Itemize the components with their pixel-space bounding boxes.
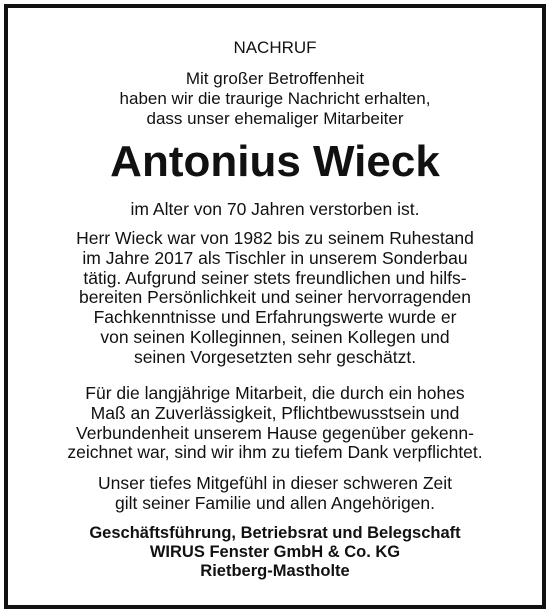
signature-line: Rietberg-Mastholte — [200, 562, 350, 580]
paragraph-line: Fachkenntnisse und Erfahrungswerte wurde er — [93, 307, 457, 328]
paragraph-line: Für die langjährige Mitarbeit, die durch ein hohes — [85, 383, 465, 403]
signature-line: Geschäftsführung, Betriebsrat und Belegschaft — [89, 524, 461, 542]
condolence-paragraph — [8, 474, 542, 514]
gratitude-paragraph — [8, 384, 542, 463]
intro-line: Mit großer Betroffenheit — [185, 69, 365, 88]
signature-block — [8, 524, 542, 581]
age-line: im Alter von 70 Jahren verstorben ist. — [130, 199, 420, 219]
paragraph-line: von seinen Kolleginnen, seinen Kollegen und — [100, 326, 450, 347]
paragraph-line: Maß an Zuverlässigkeit, Pflichtbewusstsein und — [90, 402, 460, 423]
intro-line: haben wir die traurige Nachricht erhalten, — [119, 89, 431, 108]
intro-line: dass unser ehemaliger Mitarbeiter — [146, 109, 404, 128]
paragraph-line: Verbundenheit unserem Hause gegenüber gekenn- — [76, 422, 474, 443]
paragraph-line: gilt seiner Familie und allen Angehörigen. — [114, 492, 436, 513]
notice-border — [4, 4, 546, 609]
obituary-notice — [8, 8, 542, 605]
deceased-name: Antonius Wieck — [110, 137, 440, 186]
career-paragraph — [8, 229, 542, 368]
paragraph-line: zeichnet war, sind wir ihm zu tiefem Dank verpflichtet. — [67, 442, 483, 463]
paragraph-line: Herr Wieck war von 1982 bis zu seinem Ruhestand — [76, 228, 474, 248]
intro-text — [8, 69, 542, 129]
signature-line: WIRUS Fenster GmbH & Co. KG — [149, 543, 401, 561]
paragraph-line: im Jahre 2017 als Tischler in unserem Sonderbau — [82, 247, 468, 268]
notice-heading: NACHRUF — [233, 38, 317, 57]
paragraph-line: bereiten Persönlichkeit und seiner hervorragenden — [78, 287, 472, 308]
paragraph-line: Unser tiefes Mitgefühl in dieser schweren Zeit — [97, 473, 453, 493]
paragraph-line: tätig. Aufgrund seiner stets freundlichen und hilfs- — [83, 267, 467, 288]
paragraph-line: seinen Vorgesetzten sehr geschätzt. — [133, 346, 417, 367]
